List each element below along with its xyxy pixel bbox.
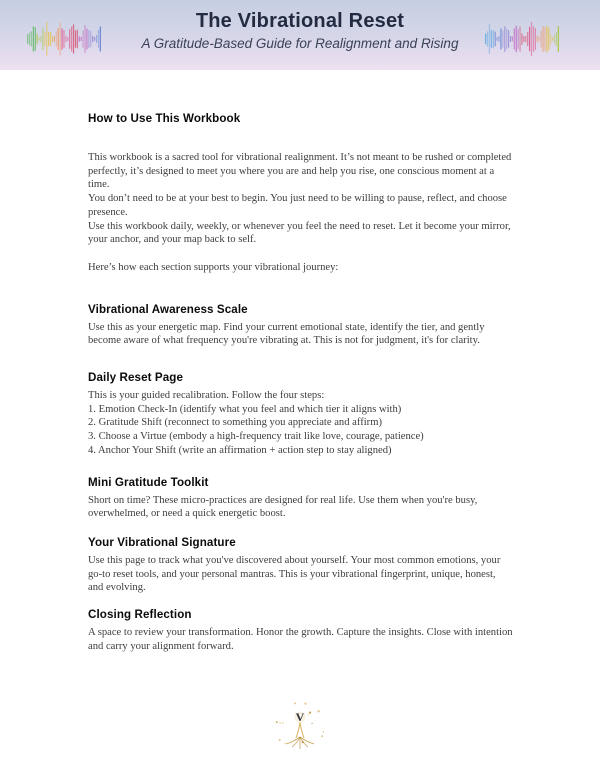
section-awareness-scale xyxy=(88,303,513,348)
list-item: 3. Choose a Virtue (embody a high-frequency trait like love, courage, patience) xyxy=(88,431,424,443)
paragraph: Use this page to track what you've discovered about yourself. Your most common emotions, your go-to reset tools, and your personal mantras. This is your vibrational fingerprint, unique, honest, and evolving. xyxy=(88,554,501,594)
section-heading: Vibrational Awareness Scale xyxy=(88,302,248,316)
section-heading: Closing Reflection xyxy=(88,608,192,622)
list-item: 4. Anchor Your Shift (write an affirmation + action step to stay aligned) xyxy=(88,444,392,456)
paragraph: A space to review your transformation. Honor the growth. Capture the insights. Close with intention and carry your alignment forward. xyxy=(88,627,513,652)
document-body xyxy=(0,70,600,653)
paragraph: Here’s how each section supports your vibrational journey: xyxy=(88,261,339,273)
section-closing-reflection xyxy=(88,608,513,653)
section-daily-reset xyxy=(88,371,513,458)
section-how-to-use xyxy=(88,112,513,275)
page-title: The Vibrational Reset xyxy=(195,10,405,32)
paragraph: Short on time? These micro-practices are designed for real life. Use them when you're busy, overwhelmed, or need a quick energetic boost. xyxy=(88,494,478,520)
logo-letter: V xyxy=(295,710,305,724)
section-heading: Your Vibrational Signature xyxy=(88,535,236,549)
paragraph: This workbook is a sacred tool for vibrational realignment. It’s not meant to be rushed or completed perfectly, it’s designed to meet you where you are and help you rise, one conscious moment at a time. xyxy=(88,152,512,191)
tree-of-life-logo-icon xyxy=(273,700,327,754)
paragraph: Use this as your energetic map. Find your current emotional state, identify the tier, and gently become aware of what frequency you're vibrating at. This is not for judgment, it's for clarity. xyxy=(88,321,485,347)
section-heading: Daily Reset Page xyxy=(88,371,184,385)
paragraph: This is your guided recalibration. Follow the four steps: xyxy=(88,390,325,402)
audio-waveform-icon-right xyxy=(485,17,573,61)
list-item: 1. Emotion Check-In (identify what you feel and which tier it aligns with) xyxy=(88,403,402,415)
list-item: 2. Gratitude Shift (reconnect to something you appreciate and affirm) xyxy=(88,417,382,429)
section-heading: How to Use This Workbook xyxy=(88,112,241,125)
tree-of-life-logo xyxy=(273,700,327,754)
paragraph: You don’t need to be at your best to begin. You just need to be willing to pause, reflect, and choose presence. xyxy=(88,193,507,218)
section-gratitude-toolkit xyxy=(88,476,513,521)
page-header xyxy=(0,0,600,70)
section-vibrational-signature xyxy=(88,536,513,595)
section-heading: Mini Gratitude Toolkit xyxy=(88,475,209,489)
paragraph: Use this workbook daily, weekly, or whenever you feel the need to reset. Let it become your mirror, your anchor, and your map back to self. xyxy=(88,220,511,246)
page-footer xyxy=(0,700,600,754)
page-subtitle: A Gratitude-Based Guide for Realignment and Rising xyxy=(141,36,459,51)
